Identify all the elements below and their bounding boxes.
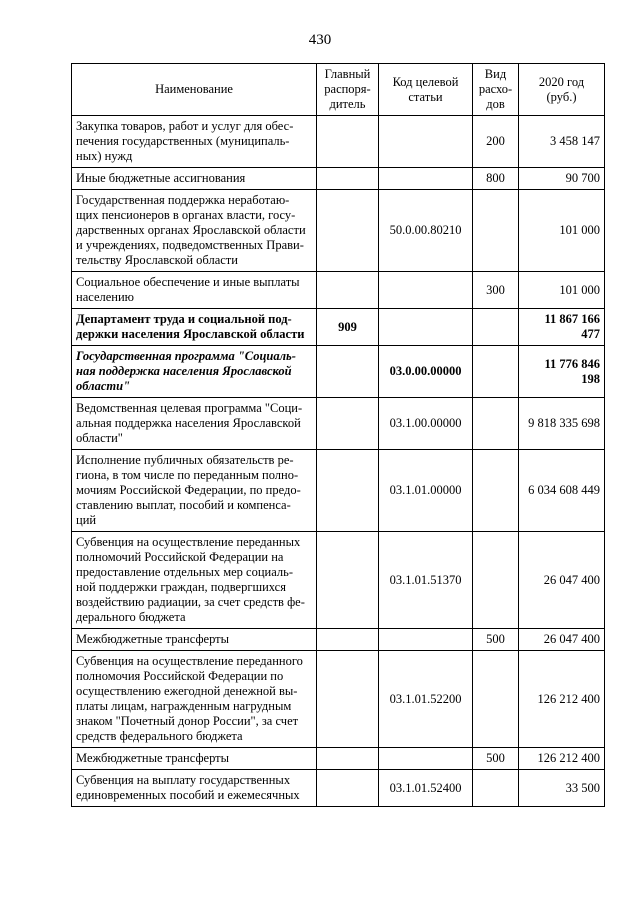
cell-name-line: ставлению выплат, пособий и компенса- xyxy=(76,498,291,512)
cell-kind xyxy=(473,532,519,629)
cell-name xyxy=(72,629,317,651)
cell-code xyxy=(379,116,473,168)
header-amount-line: 2020 год xyxy=(538,74,585,89)
cell-code xyxy=(379,272,473,309)
cell-amount: 3 458 147 xyxy=(519,116,605,168)
cell-admin xyxy=(317,346,379,398)
cell-kind xyxy=(473,398,519,450)
cell-name-line: Государственная программа "Социаль- xyxy=(76,349,296,363)
cell-code: 03.1.00.00000 xyxy=(379,398,473,450)
header-admin-line: дитель xyxy=(329,97,366,111)
cell-admin xyxy=(317,770,379,807)
cell-amount: 126 212 400 xyxy=(519,748,605,770)
table-row xyxy=(72,272,605,309)
cell-name-line: Государственная поддержка неработаю- xyxy=(76,193,290,207)
header-name xyxy=(72,64,317,116)
table-row xyxy=(72,346,605,398)
cell-kind: 200 xyxy=(473,116,519,168)
cell-amount: 26 047 400 xyxy=(519,629,605,651)
cell-name-line: области" xyxy=(76,379,131,393)
cell-name xyxy=(72,168,317,190)
cell-admin xyxy=(317,168,379,190)
cell-name-line: Иные бюджетные ассигнования xyxy=(76,171,246,185)
cell-name xyxy=(72,651,317,748)
header-kind-line: расхо- xyxy=(478,82,513,96)
header-code-line: Код целевой xyxy=(392,74,459,89)
cell-admin xyxy=(317,450,379,532)
cell-name-line: осуществлению ежегодной денежной вы- xyxy=(76,684,298,698)
cell-code xyxy=(379,168,473,190)
cell-code: 03.1.01.52400 xyxy=(379,770,473,807)
cell-name xyxy=(72,450,317,532)
cell-amount: 11 867 166 477 xyxy=(519,309,605,346)
cell-code: 03.1.01.52200 xyxy=(379,651,473,748)
cell-admin xyxy=(317,398,379,450)
table-row xyxy=(72,116,605,168)
table-row xyxy=(72,770,605,807)
cell-admin: 909 xyxy=(317,309,379,346)
cell-admin xyxy=(317,532,379,629)
cell-name-line: знаком "Почетный донор России", за счет xyxy=(76,714,299,728)
cell-name-line: Субвенция на выплату государственных xyxy=(76,773,291,787)
cell-code xyxy=(379,748,473,770)
header-name-text: Наименование xyxy=(155,82,233,96)
header-amount-line: (руб.) xyxy=(546,89,577,104)
cell-kind xyxy=(473,309,519,346)
cell-name-line: полномочия Российской Федерации по xyxy=(76,669,284,683)
cell-name-line: средств федерального бюджета xyxy=(76,729,243,743)
cell-amount: 126 212 400 xyxy=(519,651,605,748)
cell-name-line: гиона, в том числе по переданным полно- xyxy=(76,468,299,482)
cell-name-line: печения государственных (муниципаль- xyxy=(76,134,290,148)
cell-amount: 90 700 xyxy=(519,168,605,190)
cell-name-line: Субвенция на осуществление переданного xyxy=(76,654,303,668)
cell-name-line: и учреждениях, подведомственных Прави- xyxy=(76,238,304,252)
table-row xyxy=(72,168,605,190)
page-number: 430 xyxy=(308,32,332,48)
cell-name-line: Ведомственная целевая программа "Соци- xyxy=(76,401,303,415)
cell-name xyxy=(72,532,317,629)
cell-name xyxy=(72,309,317,346)
table-row xyxy=(72,450,605,532)
header-admin-line: распоря- xyxy=(324,82,371,96)
cell-admin xyxy=(317,651,379,748)
table-row xyxy=(72,651,605,748)
cell-name-line: ных) нужд xyxy=(76,149,133,163)
cell-name xyxy=(72,398,317,450)
header-kind-line: Вид xyxy=(484,67,507,81)
cell-amount: 9 818 335 698 xyxy=(519,398,605,450)
cell-name-line: альная поддержка населения Ярославской xyxy=(76,416,301,430)
cell-kind xyxy=(473,450,519,532)
cell-name-line: Социальное обеспечение и иные выплаты xyxy=(76,275,300,289)
cell-amount: 101 000 xyxy=(519,190,605,272)
cell-code xyxy=(379,629,473,651)
cell-name-line: ций xyxy=(76,513,97,527)
cell-name xyxy=(72,770,317,807)
cell-name-line: предоставление отдельных мер социаль- xyxy=(76,565,293,579)
header-kind-line: дов xyxy=(486,97,505,111)
cell-admin xyxy=(317,629,379,651)
cell-name-line: воздействию радиации, за счет средств фе- xyxy=(76,595,305,609)
cell-kind: 500 xyxy=(473,629,519,651)
table-row xyxy=(72,748,605,770)
cell-name-line: Субвенция на осуществление переданных xyxy=(76,535,301,549)
cell-admin xyxy=(317,748,379,770)
cell-kind xyxy=(473,770,519,807)
cell-name-line: Закупка товаров, работ и услуг для обес- xyxy=(76,119,294,133)
cell-name-line: полномочий Российской Федерации на xyxy=(76,550,284,564)
header-code-line: статьи xyxy=(408,89,443,104)
cell-amount: 6 034 608 449 xyxy=(519,450,605,532)
header-kind xyxy=(473,64,519,116)
table-row xyxy=(72,398,605,450)
header-admin xyxy=(317,64,379,116)
header-admin-line: Главный xyxy=(324,67,371,81)
table-row xyxy=(72,629,605,651)
cell-admin xyxy=(317,190,379,272)
cell-name-line: дерального бюджета xyxy=(76,610,186,624)
cell-name-line: Межбюджетные трансферты xyxy=(76,632,230,646)
table-body xyxy=(72,116,605,807)
cell-name-line: Департамент труда и социальной под- xyxy=(76,312,292,326)
cell-name-line: держки населения Ярославской области xyxy=(76,327,305,341)
table-row xyxy=(72,532,605,629)
cell-name-line: ной поддержки граждан, подвергшихся xyxy=(76,580,286,594)
table-row xyxy=(72,190,605,272)
cell-name-line: щих пенсионеров в органах власти, госу- xyxy=(76,208,296,222)
cell-name xyxy=(72,748,317,770)
header-amount xyxy=(519,64,605,116)
cell-kind xyxy=(473,346,519,398)
cell-kind: 300 xyxy=(473,272,519,309)
cell-name-line: единовременных пособий и ежемесячных xyxy=(76,788,300,802)
cell-name-line: Межбюджетные трансферты xyxy=(76,751,230,765)
cell-kind: 500 xyxy=(473,748,519,770)
cell-name xyxy=(72,190,317,272)
cell-code: 03.1.01.00000 xyxy=(379,450,473,532)
cell-kind xyxy=(473,651,519,748)
cell-name-line: населению xyxy=(76,290,134,304)
table-row xyxy=(72,309,605,346)
cell-name-line: мочиям Российской Федерации, по предо- xyxy=(76,483,301,497)
cell-name-line: ная поддержка населения Ярославской xyxy=(76,364,292,378)
cell-code: 03.0.00.00000 xyxy=(379,346,473,398)
cell-amount: 101 000 xyxy=(519,272,605,309)
cell-name-line: области" xyxy=(76,431,123,445)
cell-name-line: платы лицам, награжденным нагрудным xyxy=(76,699,292,713)
cell-name xyxy=(72,346,317,398)
cell-amount: 26 047 400 xyxy=(519,532,605,629)
cell-admin xyxy=(317,116,379,168)
cell-amount: 11 776 846 198 xyxy=(519,346,605,398)
cell-code: 03.1.01.51370 xyxy=(379,532,473,629)
cell-name-line: Исполнение публичных обязательств ре- xyxy=(76,453,294,467)
cell-code xyxy=(379,309,473,346)
cell-name xyxy=(72,116,317,168)
cell-kind: 800 xyxy=(473,168,519,190)
cell-amount: 33 500 xyxy=(519,770,605,807)
header-code xyxy=(379,64,473,116)
cell-admin xyxy=(317,272,379,309)
cell-name xyxy=(72,272,317,309)
cell-name-line: тельству Ярославской области xyxy=(76,253,238,267)
budget-table xyxy=(71,63,605,807)
table-header-row xyxy=(72,64,605,116)
cell-code: 50.0.00.80210 xyxy=(379,190,473,272)
cell-name-line: дарственных органах Ярославской области xyxy=(76,223,306,237)
cell-kind xyxy=(473,190,519,272)
